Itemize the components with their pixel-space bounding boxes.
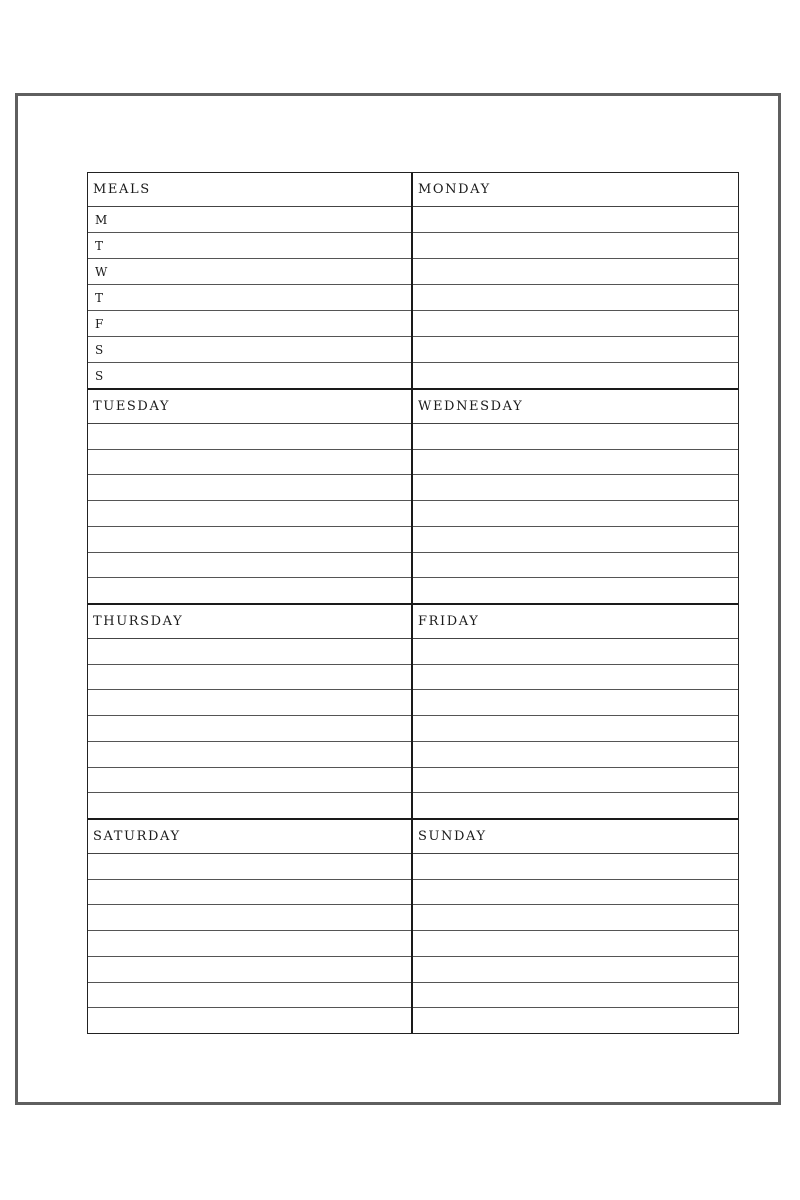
sunday-header: SUNDAY — [413, 820, 738, 854]
friday-line[interactable] — [413, 639, 738, 665]
tuesday-line[interactable] — [88, 501, 411, 527]
saturday-line[interactable] — [88, 931, 411, 957]
sunday-line[interactable] — [413, 957, 738, 983]
saturday-line[interactable] — [88, 1008, 411, 1033]
meals-day-tuesday[interactable]: T — [88, 233, 411, 259]
wednesday-line[interactable] — [413, 553, 738, 579]
sunday-section — [413, 818, 738, 1033]
thursday-line[interactable] — [88, 716, 411, 742]
monday-line[interactable] — [413, 259, 738, 285]
sunday-line[interactable] — [413, 854, 738, 880]
monday-line[interactable] — [413, 311, 738, 337]
meals-section — [88, 173, 413, 388]
sunday-line[interactable] — [413, 1008, 738, 1033]
meals-day-friday[interactable]: F — [88, 311, 411, 337]
meals-day-wednesday[interactable]: W — [88, 259, 411, 285]
tuesday-section — [88, 388, 413, 603]
tuesday-header: TUESDAY — [88, 390, 411, 424]
friday-header: FRIDAY — [413, 605, 738, 639]
weekly-meal-planner — [87, 172, 739, 1034]
saturday-section — [88, 818, 413, 1033]
friday-section — [413, 603, 738, 818]
saturday-line[interactable] — [88, 957, 411, 983]
monday-header: MONDAY — [413, 173, 738, 207]
thursday-line[interactable] — [88, 639, 411, 665]
friday-line[interactable] — [413, 690, 738, 716]
saturday-line[interactable] — [88, 905, 411, 931]
monday-section — [413, 173, 738, 388]
wednesday-line[interactable] — [413, 527, 738, 553]
thursday-line[interactable] — [88, 793, 411, 818]
friday-line[interactable] — [413, 716, 738, 742]
tuesday-line[interactable] — [88, 450, 411, 476]
thursday-line[interactable] — [88, 690, 411, 716]
wednesday-line[interactable] — [413, 501, 738, 527]
friday-line[interactable] — [413, 665, 738, 691]
saturday-header: SATURDAY — [88, 820, 411, 854]
saturday-line[interactable] — [88, 880, 411, 906]
meals-day-monday[interactable]: M — [88, 207, 411, 233]
monday-line[interactable] — [413, 363, 738, 388]
monday-line[interactable] — [413, 285, 738, 311]
thursday-line[interactable] — [88, 742, 411, 768]
wednesday-line[interactable] — [413, 475, 738, 501]
tuesday-line[interactable] — [88, 475, 411, 501]
sunday-line[interactable] — [413, 880, 738, 906]
thursday-section — [88, 603, 413, 818]
wednesday-line[interactable] — [413, 424, 738, 450]
sunday-line[interactable] — [413, 905, 738, 931]
friday-line[interactable] — [413, 793, 738, 818]
tuesday-line[interactable] — [88, 527, 411, 553]
wednesday-header: WEDNESDAY — [413, 390, 738, 424]
monday-line[interactable] — [413, 207, 738, 233]
monday-line[interactable] — [413, 337, 738, 363]
meals-day-sunday[interactable]: S — [95, 368, 104, 383]
thursday-header: THURSDAY — [88, 605, 411, 639]
tuesday-line[interactable] — [88, 578, 411, 603]
wednesday-line[interactable] — [413, 450, 738, 476]
sunday-line[interactable] — [413, 931, 738, 957]
friday-line[interactable] — [413, 768, 738, 794]
saturday-line[interactable] — [88, 983, 411, 1009]
thursday-line[interactable] — [88, 665, 411, 691]
tuesday-line[interactable] — [88, 424, 411, 450]
meals-day-thursday[interactable]: T — [88, 285, 411, 311]
saturday-line[interactable] — [88, 854, 411, 880]
wednesday-section — [413, 388, 738, 603]
wednesday-line[interactable] — [413, 578, 738, 603]
meals-day-saturday[interactable]: S — [88, 337, 411, 363]
meals-header: MEALS — [88, 173, 411, 207]
friday-line[interactable] — [413, 742, 738, 768]
thursday-line[interactable] — [88, 768, 411, 794]
monday-line[interactable] — [413, 233, 738, 259]
tuesday-line[interactable] — [88, 553, 411, 579]
sunday-line[interactable] — [413, 983, 738, 1009]
